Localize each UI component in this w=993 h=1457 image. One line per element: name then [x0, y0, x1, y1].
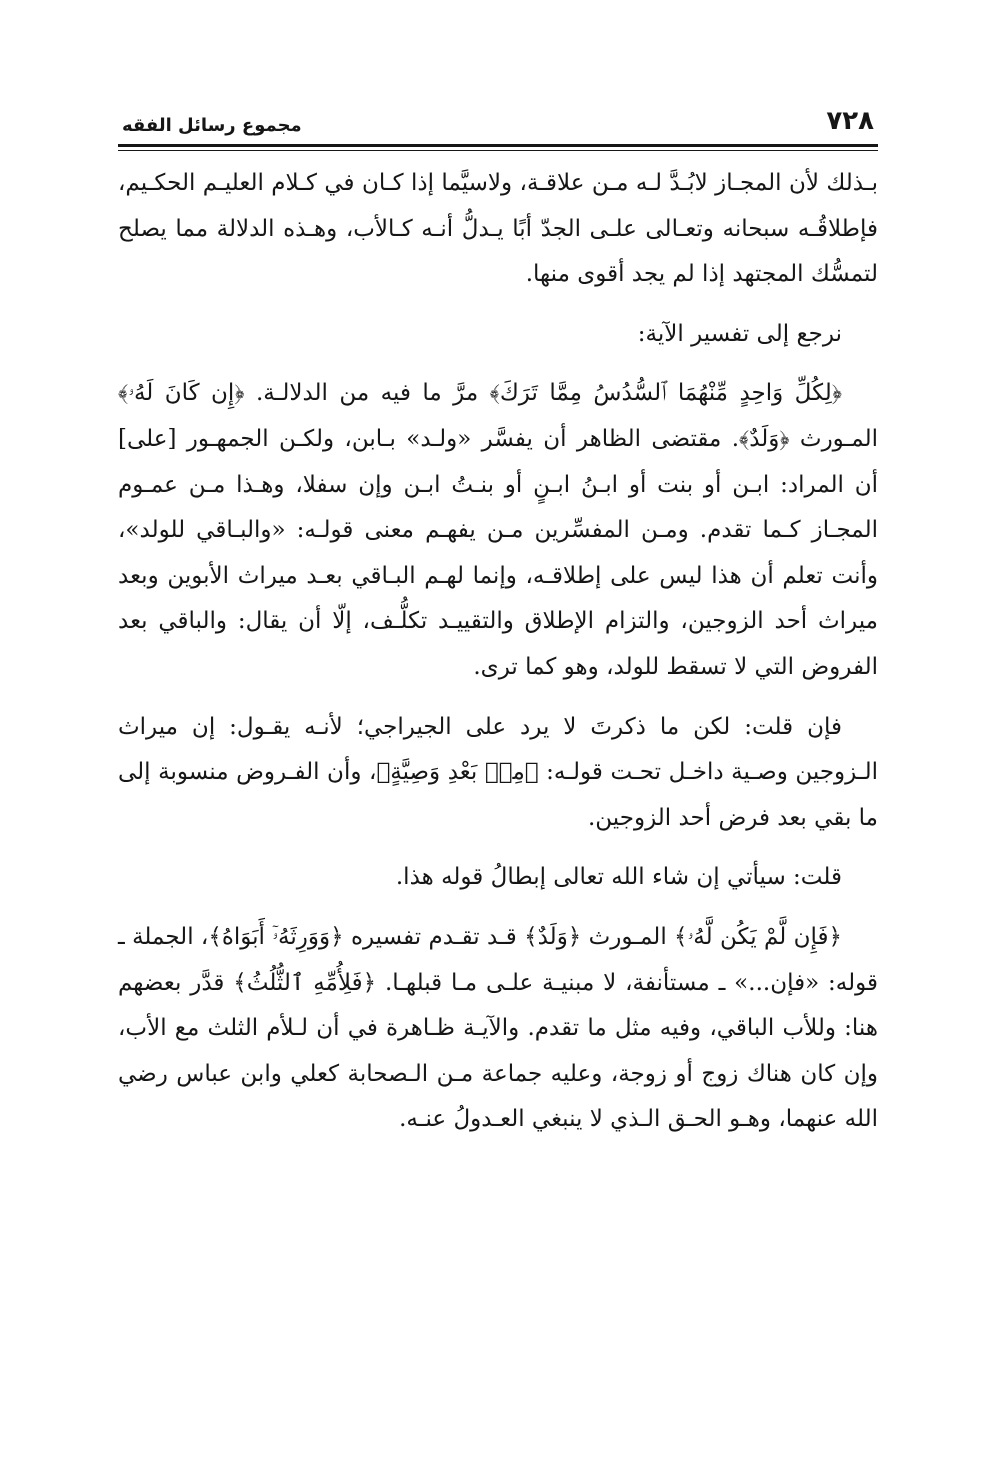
paragraph-4: فإن قلت: لكن ما ذكرتَ لا يرد على الجيراجي؛ لأنـه يقـول: إن ميراث الـزوجين وصـية داخـل تحـت قولـه: ﴿مِنۢ بَعْدِ وَصِيَّةٍ﴾، وأن الفـروض منسوبة إلى ما بقي بعد فرض أحد الزوجين.: [118, 713, 878, 831]
page-number: ٧٢٨: [826, 106, 874, 136]
body-text: [118, 161, 878, 1143]
header-rule-thin: [118, 150, 878, 151]
paragraph-5: قلت: سيأتي إن شاء الله تعالى إبطالُ قوله هذا.: [395, 864, 842, 891]
paragraph-6: ﴿فَإِن لَّمْ يَكُن لَّهُۥ﴾ المـورث ﴿وَلَدٌ﴾ قـد تقـدم تفسيره ﴿وَوَرِثَهُۥٓ أَبَوَاهُ﴾، الجملة ـ قوله: «فإن...» ـ مستأنفة، لا مبنيـة علـى مـا قبلهـا. ﴿فَلِأُمِّهِ ٱلثُّلُثُ﴾ قدَّر بعضهم هنا: وللأب الباقي، وفيه مثل ما تقدم. والآيـة ظـاهرة في أن لـلأم الثلث مع الأب، وإن كان هناك زوج أو زوجة، وعليه جماعة مـن الـصحابة كعلي وابن عباس رضي الله عنهما، وهـو الحـق الـذي لا ينبغي العـدولُ عنـه.: [118, 923, 878, 1133]
paragraph-2: نرجع إلى تفسير الآية:: [637, 320, 842, 347]
paragraph-3: ﴿لِكُلِّ وَاحِدٍ مِّنْهُمَا ٱلسُّدُسُ مِمَّا تَرَكَ﴾ مرَّ ما فيه من الدلالـة. ﴿إِن كَانَ لَهُۥ﴾ المـورث ﴿وَلَدٌ﴾. مقتضى الظاهر أن يفسَّر «ولـد» بـابن، ولكـن الجمهـور [على] أن المراد: ابـن أو بنت أو ابـنُ ابـنٍ أو بنـتُ ابـن وإن سفلا، وهـذا مـن عمـوم المجـاز كـما تقدم. ومـن المفسِّرين مـن يفهـم معنى قولـه: «والبـاقي للولد»، وأنت تعلم أن هذا ليس على إطلاقـه، وإنما لهـم البـاقي بعـد ميراث الأبوين وبعد ميراث أحد الزوجين، والتزام الإطلاق والتقييـد تكلُّـف، إلّا أن يقال: والباقي بعد الفروض التي لا تسقط للولد، وهو كما ترى.: [118, 380, 878, 680]
book-page: [118, 96, 878, 1143]
running-title: مجموع رسائل الفقه: [122, 115, 302, 136]
paragraph-1: بـذلك لأن المجـاز لابُـدَّ لـه مـن علاقـة، ولاسيَّما إذا كـان في كـلام العليـم الحكـيم، فإطلاقُـه سبحانه وتعـالى علـى الجدّ أبًا يـدلُّ أنـه كـالأب، وهـذه الدلالة مما يصلح لتمسُّك المجتهد إذا لم يجد أقوى منها.: [118, 170, 878, 288]
page-header: [118, 96, 878, 136]
header-rule-thick: [118, 144, 878, 147]
